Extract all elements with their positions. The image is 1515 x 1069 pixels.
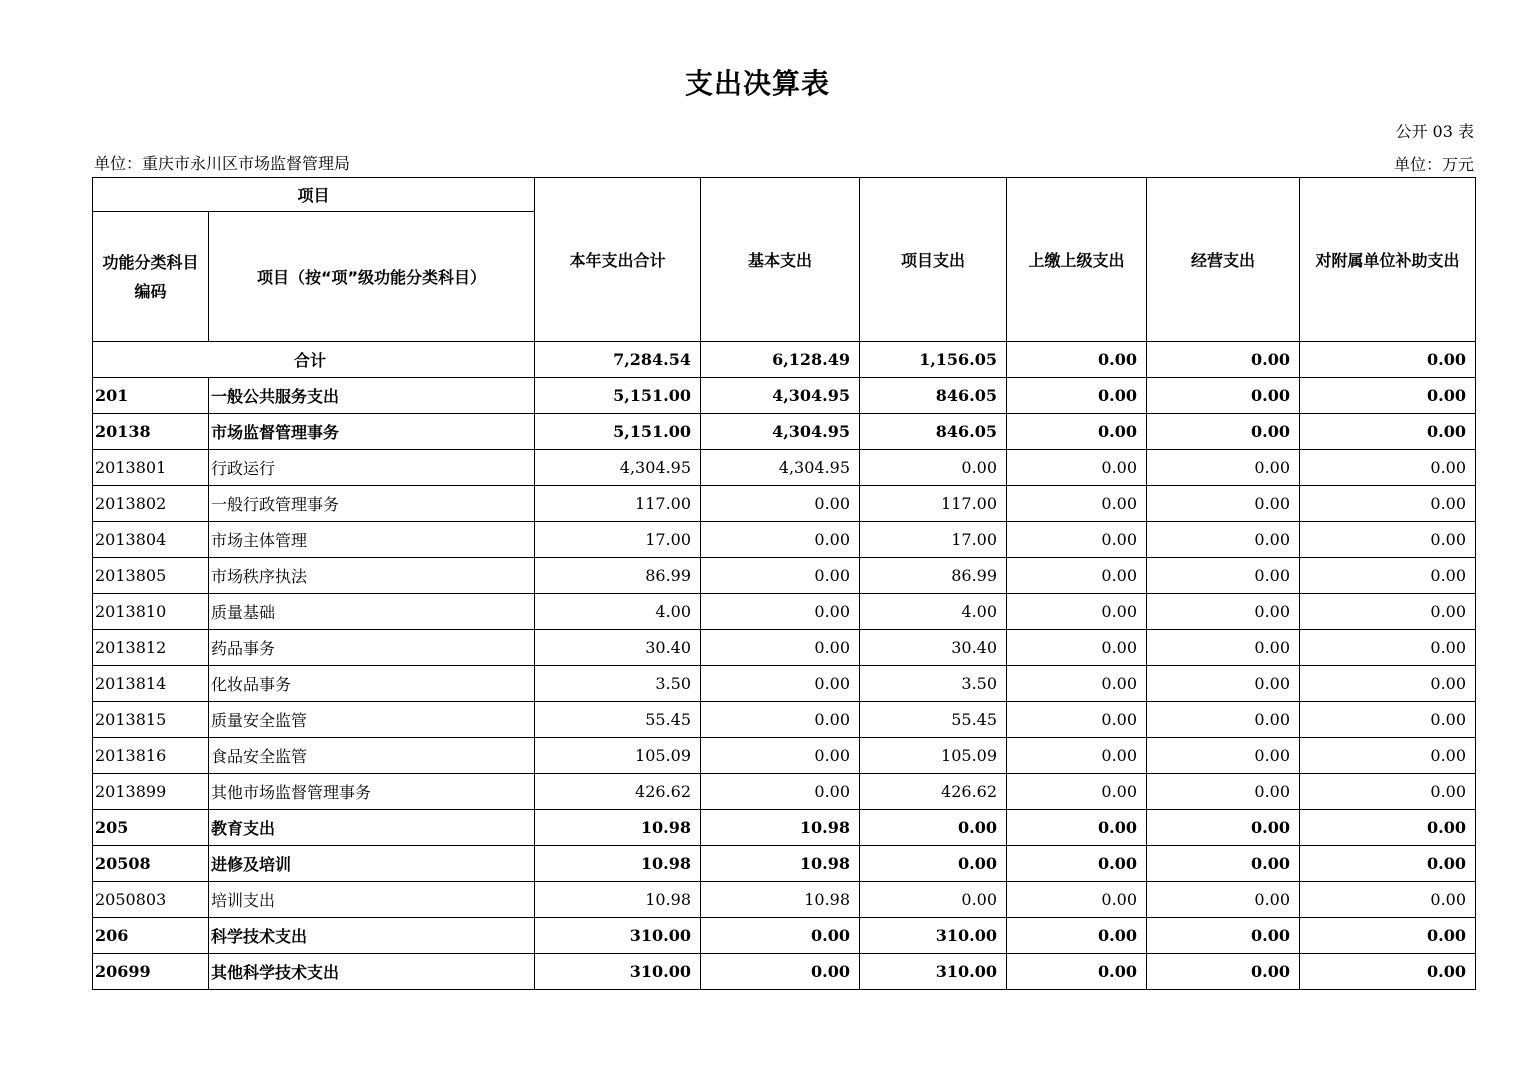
row-value: 4.00 <box>535 594 701 630</box>
header-business: 经营支出 <box>1147 178 1300 342</box>
table-row <box>93 702 1476 738</box>
row-value: 0.00 <box>1147 594 1300 630</box>
row-value: 105.09 <box>860 738 1007 774</box>
expenditure-table <box>92 177 1476 990</box>
row-value: 0.00 <box>1300 954 1476 990</box>
row-value: 0.00 <box>1007 450 1147 486</box>
row-value: 0.00 <box>1007 558 1147 594</box>
table-row <box>93 810 1476 846</box>
row-value: 0.00 <box>1300 630 1476 666</box>
row-value: 0.00 <box>1007 666 1147 702</box>
table-row <box>93 558 1476 594</box>
row-value: 0.00 <box>701 558 860 594</box>
row-code: 2013810 <box>93 594 209 630</box>
row-code: 2013812 <box>93 630 209 666</box>
row-value: 0.00 <box>1147 666 1300 702</box>
row-value: 0.00 <box>1147 774 1300 810</box>
row-value: 0.00 <box>1300 846 1476 882</box>
row-code: 2013815 <box>93 702 209 738</box>
table-row <box>93 594 1476 630</box>
row-value: 310.00 <box>535 918 701 954</box>
row-code: 2013814 <box>93 666 209 702</box>
row-value: 0.00 <box>1147 522 1300 558</box>
row-value: 0.00 <box>860 882 1007 918</box>
row-value: 4,304.95 <box>701 378 860 414</box>
row-code: 205 <box>93 810 209 846</box>
table-row <box>93 630 1476 666</box>
row-value: 0.00 <box>1147 486 1300 522</box>
row-value: 0.00 <box>1300 666 1476 702</box>
total-label: 合计 <box>93 342 535 378</box>
row-value: 0.00 <box>1300 378 1476 414</box>
header-upper: 上缴上级支出 <box>1007 178 1147 342</box>
row-code: 2013801 <box>93 450 209 486</box>
row-name: 其他科学技术支出 <box>209 954 535 990</box>
table-row <box>93 666 1476 702</box>
row-name: 其他市场监督管理事务 <box>209 774 535 810</box>
row-code: 201 <box>93 378 209 414</box>
row-value: 846.05 <box>860 414 1007 450</box>
row-value: 0.00 <box>1007 774 1147 810</box>
row-value: 0.00 <box>860 810 1007 846</box>
row-value: 0.00 <box>701 630 860 666</box>
row-name: 市场监督管理事务 <box>209 414 535 450</box>
row-value: 10.98 <box>535 882 701 918</box>
row-name: 科学技术支出 <box>209 918 535 954</box>
row-value: 0.00 <box>1300 594 1476 630</box>
row-code: 2013805 <box>93 558 209 594</box>
row-value: 4,304.95 <box>701 450 860 486</box>
row-name: 药品事务 <box>209 630 535 666</box>
row-value: 0.00 <box>1007 954 1147 990</box>
row-value: 5,151.00 <box>535 378 701 414</box>
table-row <box>93 378 1476 414</box>
row-value: 426.62 <box>535 774 701 810</box>
row-value: 10.98 <box>535 810 701 846</box>
row-value: 17.00 <box>535 522 701 558</box>
row-value: 3.50 <box>860 666 1007 702</box>
header-subsidy: 对附属单位补助支出 <box>1300 178 1476 342</box>
row-value: 0.00 <box>1147 846 1300 882</box>
header-item: 项目（按“项”级功能分类科目） <box>209 212 535 342</box>
row-value: 105.09 <box>535 738 701 774</box>
row-value: 0.00 <box>1007 846 1147 882</box>
table-row <box>93 846 1476 882</box>
row-value: 0.00 <box>860 846 1007 882</box>
row-value: 0.00 <box>860 450 1007 486</box>
row-value: 0.00 <box>1300 918 1476 954</box>
row-name: 市场主体管理 <box>209 522 535 558</box>
row-value: 0.00 <box>1147 954 1300 990</box>
row-value: 55.45 <box>860 702 1007 738</box>
row-name: 市场秩序执法 <box>209 558 535 594</box>
row-value: 0.00 <box>701 522 860 558</box>
row-value: 0.00 <box>1007 702 1147 738</box>
table-row <box>93 414 1476 450</box>
total-value: 0.00 <box>1147 342 1300 378</box>
row-code: 206 <box>93 918 209 954</box>
header-basic: 基本支出 <box>701 178 860 342</box>
row-value: 4,304.95 <box>701 414 860 450</box>
row-value: 0.00 <box>1007 414 1147 450</box>
row-value: 0.00 <box>701 594 860 630</box>
row-name: 培训支出 <box>209 882 535 918</box>
row-value: 0.00 <box>1147 450 1300 486</box>
header-project: 项目支出 <box>860 178 1007 342</box>
row-name: 质量基础 <box>209 594 535 630</box>
row-value: 0.00 <box>1300 702 1476 738</box>
table-row <box>93 954 1476 990</box>
row-value: 4,304.95 <box>535 450 701 486</box>
row-code: 2013802 <box>93 486 209 522</box>
row-value: 0.00 <box>1300 738 1476 774</box>
row-code: 2013816 <box>93 738 209 774</box>
row-value: 0.00 <box>1300 522 1476 558</box>
row-value: 846.05 <box>860 378 1007 414</box>
total-value: 0.00 <box>1007 342 1147 378</box>
row-value: 0.00 <box>1147 630 1300 666</box>
row-value: 0.00 <box>701 738 860 774</box>
row-value: 0.00 <box>1007 918 1147 954</box>
table-row <box>93 522 1476 558</box>
row-value: 117.00 <box>535 486 701 522</box>
row-value: 10.98 <box>701 882 860 918</box>
table-row <box>93 918 1476 954</box>
header-project-group: 项目 <box>93 178 535 212</box>
row-value: 10.98 <box>535 846 701 882</box>
row-value: 0.00 <box>1300 450 1476 486</box>
form-number: 公开 03 表 <box>1395 122 1474 141</box>
row-name: 化妆品事务 <box>209 666 535 702</box>
row-value: 0.00 <box>1300 414 1476 450</box>
row-value: 0.00 <box>1007 522 1147 558</box>
row-value: 310.00 <box>860 918 1007 954</box>
row-value: 55.45 <box>535 702 701 738</box>
unit-organization: 单位：重庆市永川区市场监督管理局 <box>94 154 351 173</box>
row-name: 行政运行 <box>209 450 535 486</box>
row-code: 20508 <box>93 846 209 882</box>
row-value: 0.00 <box>1147 738 1300 774</box>
header-total: 本年支出合计 <box>535 178 701 342</box>
header-code: 功能分类科目编码 <box>93 212 209 342</box>
table-row <box>93 450 1476 486</box>
row-name: 一般行政管理事务 <box>209 486 535 522</box>
row-value: 0.00 <box>701 774 860 810</box>
total-row <box>93 342 1476 378</box>
table-row <box>93 738 1476 774</box>
row-value: 310.00 <box>535 954 701 990</box>
row-value: 0.00 <box>1147 810 1300 846</box>
row-value: 426.62 <box>860 774 1007 810</box>
row-value: 0.00 <box>1007 810 1147 846</box>
row-value: 0.00 <box>1147 414 1300 450</box>
row-value: 0.00 <box>701 486 860 522</box>
row-value: 117.00 <box>860 486 1007 522</box>
row-value: 4.00 <box>860 594 1007 630</box>
row-name: 一般公共服务支出 <box>209 378 535 414</box>
row-value: 0.00 <box>701 666 860 702</box>
row-name: 进修及培训 <box>209 846 535 882</box>
row-name: 教育支出 <box>209 810 535 846</box>
row-value: 0.00 <box>1147 882 1300 918</box>
row-value: 0.00 <box>1300 810 1476 846</box>
row-value: 0.00 <box>701 702 860 738</box>
row-value: 10.98 <box>701 810 860 846</box>
row-value: 86.99 <box>535 558 701 594</box>
row-value: 3.50 <box>535 666 701 702</box>
total-value: 1,156.05 <box>860 342 1007 378</box>
row-name: 质量安全监管 <box>209 702 535 738</box>
row-value: 17.00 <box>860 522 1007 558</box>
row-code: 2013804 <box>93 522 209 558</box>
table-row <box>93 882 1476 918</box>
row-value: 310.00 <box>860 954 1007 990</box>
row-value: 0.00 <box>1007 630 1147 666</box>
row-value: 0.00 <box>701 918 860 954</box>
row-value: 0.00 <box>1300 882 1476 918</box>
total-value: 6,128.49 <box>701 342 860 378</box>
row-value: 0.00 <box>1007 378 1147 414</box>
row-name: 食品安全监管 <box>209 738 535 774</box>
row-value: 0.00 <box>1300 774 1476 810</box>
row-value: 0.00 <box>1147 558 1300 594</box>
row-value: 0.00 <box>1300 486 1476 522</box>
table-row <box>93 774 1476 810</box>
row-value: 30.40 <box>535 630 701 666</box>
row-code: 20699 <box>93 954 209 990</box>
total-value: 0.00 <box>1300 342 1476 378</box>
row-value: 0.00 <box>1300 558 1476 594</box>
row-value: 0.00 <box>1147 378 1300 414</box>
unit-currency: 单位：万元 <box>1393 155 1474 174</box>
row-value: 86.99 <box>860 558 1007 594</box>
row-value: 10.98 <box>701 846 860 882</box>
row-code: 2050803 <box>93 882 209 918</box>
row-value: 0.00 <box>701 954 860 990</box>
total-value: 7,284.54 <box>535 342 701 378</box>
row-value: 5,151.00 <box>535 414 701 450</box>
row-code: 2013899 <box>93 774 209 810</box>
row-value: 0.00 <box>1007 882 1147 918</box>
row-value: 0.00 <box>1007 486 1147 522</box>
row-value: 0.00 <box>1147 702 1300 738</box>
table-row <box>93 486 1476 522</box>
row-value: 0.00 <box>1147 918 1300 954</box>
row-value: 30.40 <box>860 630 1007 666</box>
page-title: 支出决算表 <box>684 67 830 100</box>
row-code: 20138 <box>93 414 209 450</box>
row-value: 0.00 <box>1007 738 1147 774</box>
row-value: 0.00 <box>1007 594 1147 630</box>
